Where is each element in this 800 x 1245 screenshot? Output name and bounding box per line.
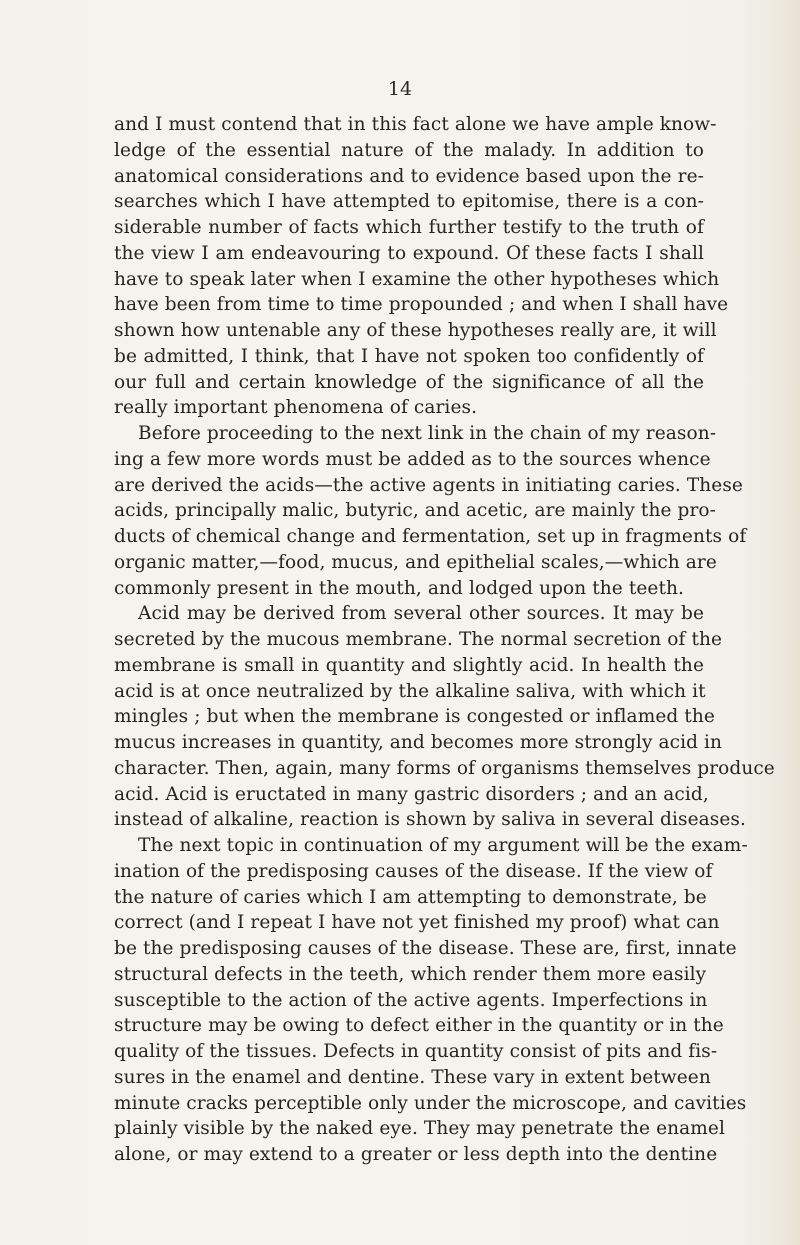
text-line: structural defects in the teeth, which render them more easily — [114, 963, 707, 985]
text-line: acid. Acid is eructated in many gastric disorders ; and an acid, — [114, 783, 709, 805]
text-line: minute cracks perceptible only under the microscope, and cavities — [114, 1092, 747, 1114]
text-line: structure may be owing to defect either in the quantity or in the — [114, 1015, 724, 1037]
text-line: really important phenomena of caries. — [114, 397, 478, 419]
text-line: ination of the predisposing causes of the disease. If the view of — [114, 860, 713, 882]
text-line: searches which I have attempted to epitomise, there is a con- — [114, 191, 704, 213]
text-line: instead of alkaline, reaction is shown by saliva in several diseases. — [114, 809, 746, 831]
text-line: the view I am endeavouring to expound. Of these facts I shall — [114, 242, 704, 264]
text-line: The next topic in continuation of my argument will be the exam- — [138, 835, 748, 856]
text-line: our full and certain knowledge of the significance of all the — [114, 371, 704, 393]
text-line: secreted by the mucous membrane. The normal secretion of the — [114, 629, 723, 650]
text-line: Before proceeding to the next link in the chain of my reason- — [138, 423, 717, 444]
text-line: ing a few more words must be added as to the sources whence — [114, 448, 711, 470]
text-line: are derived the acids—the active agents in initiating caries. These — [114, 474, 743, 496]
text-line: susceptible to the action of the active agents. Imperfections in — [114, 989, 708, 1011]
text-line: organic matter,—food, mucus, and epithelial scales,—which are — [114, 551, 717, 573]
body-text — [114, 112, 775, 1168]
text-line: mingles ; but when the membrane is congested or inflamed the — [114, 706, 715, 728]
text-line: Acid may be derived from several other sources. It may be — [138, 603, 704, 625]
text-line: plainly visible by the naked eye. They may penetrate the enamel — [114, 1118, 725, 1140]
text-line: have to speak later when I examine the other hypotheses which — [114, 268, 720, 290]
text-line: membrane is small in quantity and slightly acid. In health the — [114, 654, 704, 676]
text-line: acids, principally malic, butyric, and acetic, are mainly the pro- — [114, 500, 716, 522]
text-line: have been from time to time propounded ; and when I shall have — [114, 294, 729, 316]
text-line: ledge of the essential nature of the malady. In addition to — [114, 139, 704, 161]
text-line: acid is at once neutralized by the alkaline saliva, with which it — [114, 680, 706, 702]
text-line: mucus increases in quantity, and becomes more strongly acid in — [114, 732, 723, 753]
text-line: be the predisposing causes of the disease. These are, first, innate — [114, 938, 737, 959]
text-line: sures in the enamel and dentine. These vary in extent between — [114, 1066, 711, 1088]
text-line: ducts of chemical change and fermentation, set up in fragments of — [114, 526, 747, 547]
text-line: siderable number of facts which further testify to the truth of — [114, 217, 704, 238]
text-line: commonly present in the mouth, and lodged upon the teeth. — [114, 577, 684, 599]
text-line: the nature of caries which I am attempting to demonstrate, be — [114, 886, 707, 908]
page-number: 14 — [387, 78, 413, 100]
text-line: and I must contend that in this fact alone we have ample know- — [114, 114, 717, 135]
text-line: be admitted, I think, that I have not spoken too confidently of — [114, 345, 704, 367]
text-line: character. Then, again, many forms of organisms themselves produce — [114, 757, 775, 779]
text-line: correct (and I repeat I have not yet finished my proof) what can — [114, 912, 720, 934]
text-line: anatomical considerations and to evidence based upon the re- — [114, 165, 704, 187]
text-line: shown how untenable any of these hypotheses really are, it will — [114, 320, 717, 341]
text-line: quality of the tissues. Defects in quantity consist of pits and fis- — [114, 1041, 718, 1062]
text-line: alone, or may extend to a greater or less depth into the dentine — [114, 1144, 718, 1165]
